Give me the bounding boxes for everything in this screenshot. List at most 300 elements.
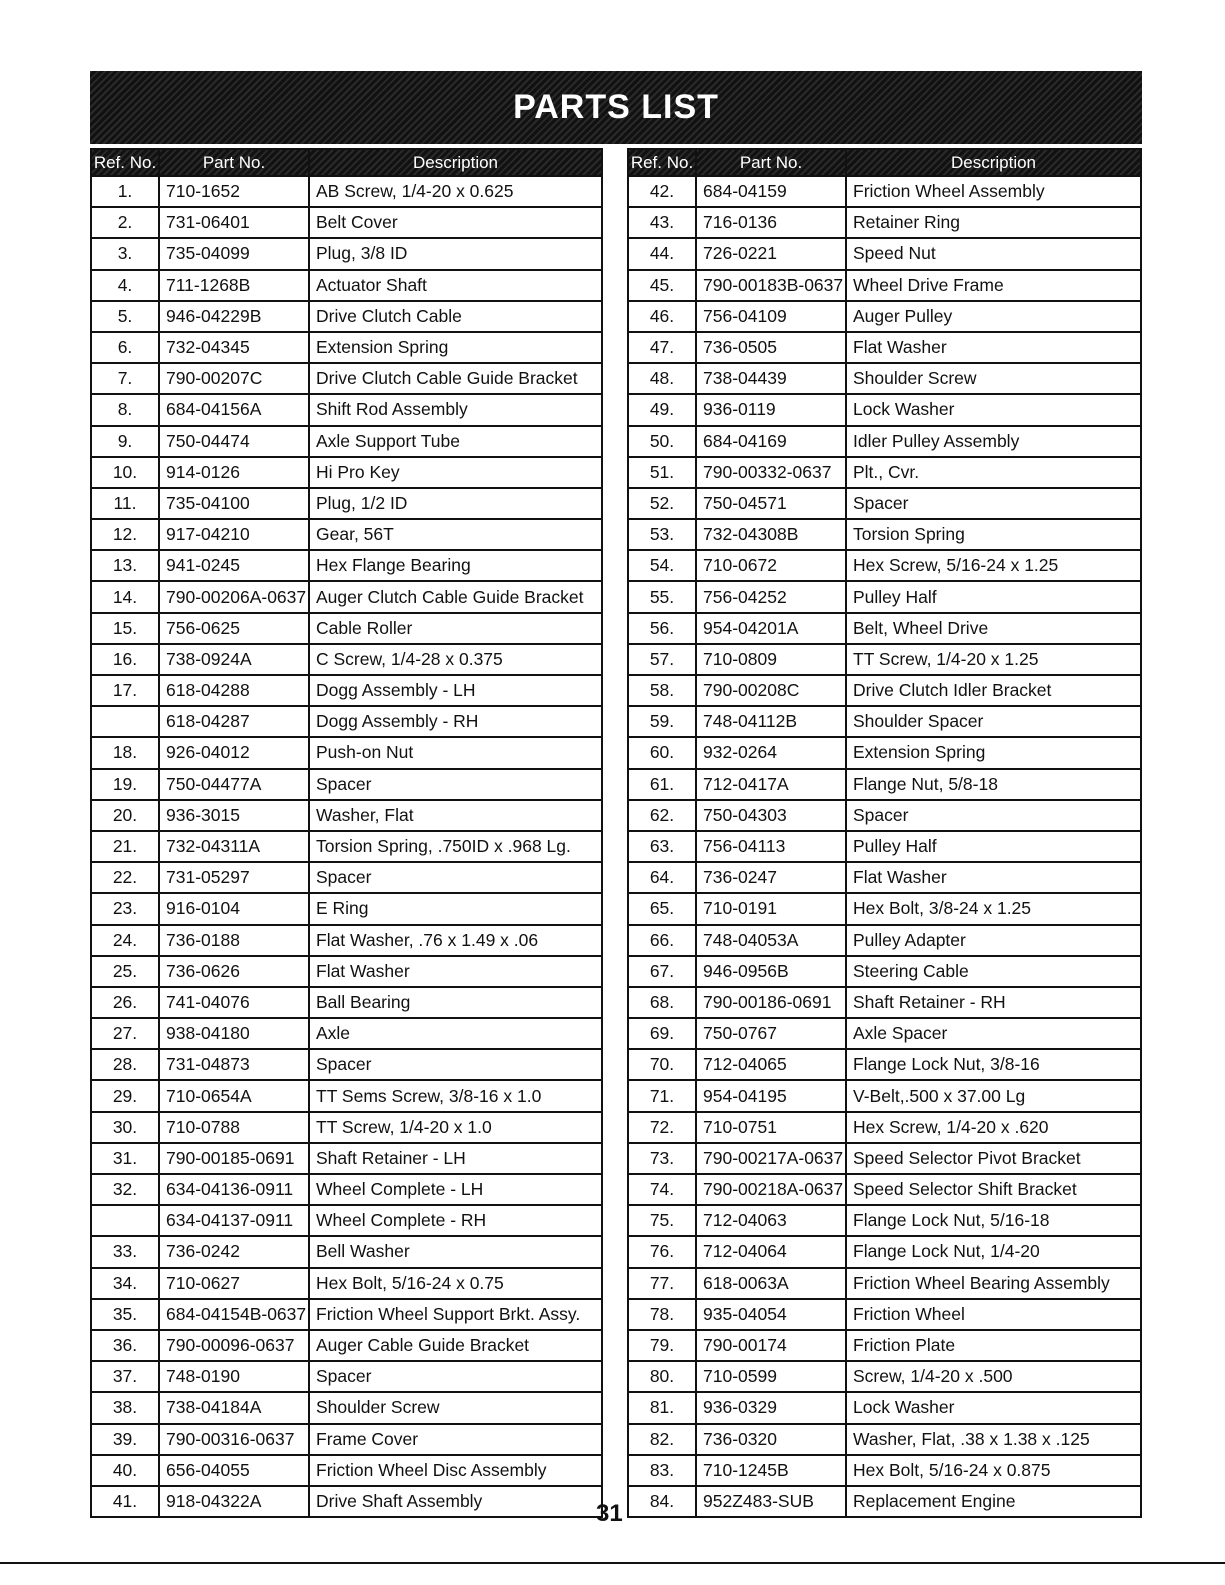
table-row: [91, 394, 602, 425]
table-row: [91, 176, 602, 207]
ref-no-cell: 32.: [91, 1174, 159, 1205]
table-row: [91, 270, 602, 301]
ref-no-cell: 21.: [91, 831, 159, 862]
description-cell: Plug, 1/2 ID: [309, 488, 602, 519]
ref-no-cell: 3.: [91, 238, 159, 269]
ref-no-cell: 39.: [91, 1424, 159, 1455]
description-cell: Friction Wheel Assembly: [846, 176, 1141, 207]
table-row: [628, 987, 1141, 1018]
part-no-cell: 738-04184A: [159, 1392, 309, 1423]
table-row: [91, 862, 602, 893]
ref-no-cell: 41.: [91, 1486, 159, 1517]
table-row: [628, 238, 1141, 269]
description-cell: Speed Selector Shift Bracket: [846, 1174, 1141, 1205]
ref-no-cell: 14.: [91, 581, 159, 612]
ref-no-cell: 30.: [91, 1112, 159, 1143]
ref-no-cell: 78.: [628, 1299, 696, 1330]
ref-no-cell: 31.: [91, 1143, 159, 1174]
ref-no-cell: 53.: [628, 519, 696, 550]
ref-no-cell: 17.: [91, 675, 159, 706]
description-cell: Steering Cable: [846, 956, 1141, 987]
header-part-no: Part No.: [696, 149, 846, 176]
ref-no-cell: 1.: [91, 176, 159, 207]
table-row: [628, 519, 1141, 550]
part-no-cell: 748-04053A: [696, 925, 846, 956]
ref-no-cell: 82.: [628, 1424, 696, 1455]
ref-no-cell: 23.: [91, 893, 159, 924]
ref-no-cell: 81.: [628, 1392, 696, 1423]
description-cell: Auger Clutch Cable Guide Bracket: [309, 581, 602, 612]
part-no-cell: 756-0625: [159, 613, 309, 644]
description-cell: V-Belt,.500 x 37.00 Lg: [846, 1080, 1141, 1111]
ref-no-cell: 37.: [91, 1361, 159, 1392]
header-part-no: Part No.: [159, 149, 309, 176]
table-row: [91, 1361, 602, 1392]
description-cell: Drive Clutch Cable Guide Bracket: [309, 363, 602, 394]
ref-no-cell: 54.: [628, 550, 696, 581]
page-number: 31: [596, 1500, 623, 1527]
table-row: [628, 1049, 1141, 1080]
description-cell: Lock Washer: [846, 394, 1141, 425]
table-row: [628, 1205, 1141, 1236]
ref-no-cell: 28.: [91, 1049, 159, 1080]
table-row: [628, 332, 1141, 363]
part-no-cell: 732-04311A: [159, 831, 309, 862]
description-cell: Replacement Engine: [846, 1486, 1141, 1517]
table-row: [628, 270, 1141, 301]
part-no-cell: 712-04065: [696, 1049, 846, 1080]
table-row: [91, 1080, 602, 1111]
part-no-cell: 926-04012: [159, 737, 309, 768]
table-row: [628, 1455, 1141, 1486]
table-row: [91, 1455, 602, 1486]
ref-no-cell: 18.: [91, 737, 159, 768]
table-row: [91, 1299, 602, 1330]
ref-no-cell: 71.: [628, 1080, 696, 1111]
table-row: [628, 800, 1141, 831]
ref-no-cell: 75.: [628, 1205, 696, 1236]
ref-no-cell: 11.: [91, 488, 159, 519]
parts-table-right: [627, 148, 1142, 1518]
description-cell: Actuator Shaft: [309, 270, 602, 301]
part-no-cell: 932-0264: [696, 737, 846, 768]
part-no-cell: 732-04345: [159, 332, 309, 363]
ref-no-cell: 61.: [628, 769, 696, 800]
table-row: [628, 207, 1141, 238]
table-row: [91, 987, 602, 1018]
part-no-cell: 790-00185-0691: [159, 1143, 309, 1174]
table-row: [91, 737, 602, 768]
header-ref-no: Ref. No.: [91, 149, 159, 176]
part-no-cell: 710-0191: [696, 893, 846, 924]
table-row: [628, 644, 1141, 675]
description-cell: AB Screw, 1/4-20 x 0.625: [309, 176, 602, 207]
table-row: [628, 1361, 1141, 1392]
description-cell: Plug, 3/8 ID: [309, 238, 602, 269]
table-row: [91, 363, 602, 394]
ref-no-cell: 79.: [628, 1330, 696, 1361]
description-cell: Drive Shaft Assembly: [309, 1486, 602, 1517]
ref-no-cell: 84.: [628, 1486, 696, 1517]
part-no-cell: 711-1268B: [159, 270, 309, 301]
ref-no-cell: 44.: [628, 238, 696, 269]
ref-no-cell: 65.: [628, 893, 696, 924]
description-cell: Axle Spacer: [846, 1018, 1141, 1049]
description-cell: Spacer: [309, 1049, 602, 1080]
ref-no-cell: 9.: [91, 426, 159, 457]
part-no-cell: 954-04201A: [696, 613, 846, 644]
table-row: [91, 207, 602, 238]
header-description: Description: [846, 149, 1141, 176]
table-row: [628, 1112, 1141, 1143]
ref-no-cell: 40.: [91, 1455, 159, 1486]
table-row: [628, 1018, 1141, 1049]
description-cell: Spacer: [309, 1361, 602, 1392]
description-cell: Flange Lock Nut, 1/4-20: [846, 1236, 1141, 1267]
part-no-cell: 634-04137-0911: [159, 1205, 309, 1236]
part-no-cell: 736-0247: [696, 862, 846, 893]
ref-no-cell: 70.: [628, 1049, 696, 1080]
part-no-cell: 732-04308B: [696, 519, 846, 550]
ref-no-cell: 19.: [91, 769, 159, 800]
description-cell: Wheel Complete - RH: [309, 1205, 602, 1236]
part-no-cell: 710-0627: [159, 1268, 309, 1299]
part-no-cell: 790-00208C: [696, 675, 846, 706]
description-cell: Shoulder Screw: [846, 363, 1141, 394]
part-no-cell: 735-04099: [159, 238, 309, 269]
table-row: [628, 956, 1141, 987]
ref-no-cell: 76.: [628, 1236, 696, 1267]
part-no-cell: 938-04180: [159, 1018, 309, 1049]
part-no-cell: 936-3015: [159, 800, 309, 831]
part-no-cell: 710-0788: [159, 1112, 309, 1143]
table-row: [628, 925, 1141, 956]
description-cell: Belt Cover: [309, 207, 602, 238]
part-no-cell: 750-04303: [696, 800, 846, 831]
description-cell: Retainer Ring: [846, 207, 1141, 238]
table-row: [91, 925, 602, 956]
part-no-cell: 756-04109: [696, 301, 846, 332]
parts-table: [90, 148, 603, 1518]
description-cell: Spacer: [846, 800, 1141, 831]
table-row: [91, 488, 602, 519]
header-ref-no: Ref. No.: [628, 149, 696, 176]
part-no-cell: 935-04054: [696, 1299, 846, 1330]
table-row: [91, 1236, 602, 1267]
table-row: [91, 1143, 602, 1174]
description-cell: Flat Washer: [846, 332, 1141, 363]
description-cell: Hi Pro Key: [309, 457, 602, 488]
description-cell: Dogg Assembly - LH: [309, 675, 602, 706]
ref-no-cell: 12.: [91, 519, 159, 550]
ref-no-cell: 46.: [628, 301, 696, 332]
description-cell: Auger Cable Guide Bracket: [309, 1330, 602, 1361]
table-row: [628, 363, 1141, 394]
ref-no-cell: 26.: [91, 987, 159, 1018]
part-no-cell: 750-0767: [696, 1018, 846, 1049]
description-cell: Flat Washer, .76 x 1.49 x .06: [309, 925, 602, 956]
part-no-cell: 710-0654A: [159, 1080, 309, 1111]
ref-no-cell: 72.: [628, 1112, 696, 1143]
description-cell: Shaft Retainer - LH: [309, 1143, 602, 1174]
part-no-cell: 790-00207C: [159, 363, 309, 394]
description-cell: Hex Screw, 1/4-20 x .620: [846, 1112, 1141, 1143]
part-no-cell: 954-04195: [696, 1080, 846, 1111]
description-cell: Speed Nut: [846, 238, 1141, 269]
description-cell: Shaft Retainer - RH: [846, 987, 1141, 1018]
description-cell: Flange Nut, 5/8-18: [846, 769, 1141, 800]
description-cell: Shoulder Screw: [309, 1392, 602, 1423]
table-row: [628, 581, 1141, 612]
header-description: Description: [309, 149, 602, 176]
parts-table-left: [90, 148, 603, 1518]
ref-no-cell: 22.: [91, 862, 159, 893]
ref-no-cell: 4.: [91, 270, 159, 301]
description-cell: Bell Washer: [309, 1236, 602, 1267]
ref-no-cell: 60.: [628, 737, 696, 768]
ref-no-cell: 50.: [628, 426, 696, 457]
ref-no-cell: 10.: [91, 457, 159, 488]
description-cell: TT Screw, 1/4-20 x 1.25: [846, 644, 1141, 675]
ref-no-cell: 63.: [628, 831, 696, 862]
part-no-cell: 936-0329: [696, 1392, 846, 1423]
description-cell: Auger Pulley: [846, 301, 1141, 332]
table-row: [91, 831, 602, 862]
ref-no-cell: 68.: [628, 987, 696, 1018]
part-no-cell: 790-00183B-0637: [696, 270, 846, 301]
table-row: [91, 1424, 602, 1455]
description-cell: Friction Wheel Disc Assembly: [309, 1455, 602, 1486]
table-row: [91, 644, 602, 675]
part-no-cell: 726-0221: [696, 238, 846, 269]
part-no-cell: 736-0242: [159, 1236, 309, 1267]
ref-no-cell: 47.: [628, 332, 696, 363]
part-no-cell: 790-00316-0637: [159, 1424, 309, 1455]
description-cell: Extension Spring: [846, 737, 1141, 768]
part-no-cell: 736-0320: [696, 1424, 846, 1455]
table-row: [628, 1299, 1141, 1330]
ref-no-cell: 36.: [91, 1330, 159, 1361]
part-no-cell: 634-04136-0911: [159, 1174, 309, 1205]
part-no-cell: 790-00218A-0637: [696, 1174, 846, 1205]
description-cell: Axle: [309, 1018, 602, 1049]
description-cell: C Screw, 1/4-28 x 0.375: [309, 644, 602, 675]
table-row: [628, 831, 1141, 862]
table-row: [91, 238, 602, 269]
ref-no-cell: 25.: [91, 956, 159, 987]
description-cell: Shift Rod Assembly: [309, 394, 602, 425]
table-row: [91, 769, 602, 800]
description-cell: Flange Lock Nut, 3/8-16: [846, 1049, 1141, 1080]
ref-no-cell: 33.: [91, 1236, 159, 1267]
description-cell: Friction Plate: [846, 1330, 1141, 1361]
table-row: [628, 1330, 1141, 1361]
description-cell: Screw, 1/4-20 x .500: [846, 1361, 1141, 1392]
ref-no-cell: 52.: [628, 488, 696, 519]
table-row: [628, 1143, 1141, 1174]
ref-no-cell: 64.: [628, 862, 696, 893]
part-no-cell: 750-04477A: [159, 769, 309, 800]
ref-no-cell: 58.: [628, 675, 696, 706]
ref-no-cell: 74.: [628, 1174, 696, 1205]
description-cell: Flat Washer: [846, 862, 1141, 893]
table-row: [91, 1205, 602, 1236]
part-no-cell: 750-04571: [696, 488, 846, 519]
ref-no-cell: 24.: [91, 925, 159, 956]
part-no-cell: 684-04159: [696, 176, 846, 207]
description-cell: Push-on Nut: [309, 737, 602, 768]
part-no-cell: 684-04156A: [159, 394, 309, 425]
table-row: [91, 1392, 602, 1423]
table-row: [91, 457, 602, 488]
description-cell: Wheel Complete - LH: [309, 1174, 602, 1205]
description-cell: Plt., Cvr.: [846, 457, 1141, 488]
part-no-cell: 946-04229B: [159, 301, 309, 332]
description-cell: Washer, Flat, .38 x 1.38 x .125: [846, 1424, 1141, 1455]
description-cell: Spacer: [846, 488, 1141, 519]
ref-no-cell: 62.: [628, 800, 696, 831]
part-no-cell: 684-04169: [696, 426, 846, 457]
part-no-cell: 790-00217A-0637: [696, 1143, 846, 1174]
part-no-cell: 748-04112B: [696, 706, 846, 737]
description-cell: TT Screw, 1/4-20 x 1.0: [309, 1112, 602, 1143]
part-no-cell: 712-04064: [696, 1236, 846, 1267]
ref-no-cell: 59.: [628, 706, 696, 737]
table-row: [628, 1424, 1141, 1455]
table-row: [628, 1080, 1141, 1111]
table-row: [91, 613, 602, 644]
table-row: [628, 1236, 1141, 1267]
table-row: [91, 1112, 602, 1143]
ref-no-cell: 27.: [91, 1018, 159, 1049]
part-no-cell: 790-00332-0637: [696, 457, 846, 488]
description-cell: Axle Support Tube: [309, 426, 602, 457]
ref-no-cell: 49.: [628, 394, 696, 425]
part-no-cell: 750-04474: [159, 426, 309, 457]
part-no-cell: 710-0809: [696, 644, 846, 675]
description-cell: Flat Washer: [309, 956, 602, 987]
description-cell: Flange Lock Nut, 5/16-18: [846, 1205, 1141, 1236]
table-row: [628, 176, 1141, 207]
ref-no-cell: 16.: [91, 644, 159, 675]
description-cell: Friction Wheel Bearing Assembly: [846, 1268, 1141, 1299]
table-row: [91, 1174, 602, 1205]
table-row: [91, 519, 602, 550]
description-cell: Hex Screw, 5/16-24 x 1.25: [846, 550, 1141, 581]
table-row: [628, 675, 1141, 706]
description-cell: Torsion Spring, .750ID x .968 Lg.: [309, 831, 602, 862]
table-row: [628, 426, 1141, 457]
description-cell: Hex Flange Bearing: [309, 550, 602, 581]
table-row: [91, 301, 602, 332]
description-cell: Spacer: [309, 769, 602, 800]
ref-no-cell: 56.: [628, 613, 696, 644]
part-no-cell: 712-04063: [696, 1205, 846, 1236]
part-no-cell: 916-0104: [159, 893, 309, 924]
ref-no-cell: 29.: [91, 1080, 159, 1111]
table-row: [91, 675, 602, 706]
page-title: PARTS LIST: [513, 88, 719, 126]
ref-no-cell: 67.: [628, 956, 696, 987]
table-row: [628, 550, 1141, 581]
table-row: [628, 613, 1141, 644]
part-no-cell: 941-0245: [159, 550, 309, 581]
ref-no-cell: [91, 1205, 159, 1236]
description-cell: Pulley Half: [846, 581, 1141, 612]
ref-no-cell: 13.: [91, 550, 159, 581]
part-no-cell: 684-04154B-0637: [159, 1299, 309, 1330]
ref-no-cell: 2.: [91, 207, 159, 238]
footer-divider: [0, 1562, 1225, 1564]
description-cell: Extension Spring: [309, 332, 602, 363]
ref-no-cell: 43.: [628, 207, 696, 238]
table-row: [91, 550, 602, 581]
table-row: [91, 581, 602, 612]
table-row: [628, 394, 1141, 425]
table-row: [91, 1330, 602, 1361]
part-no-cell: 735-04100: [159, 488, 309, 519]
ref-no-cell: 38.: [91, 1392, 159, 1423]
description-cell: E Ring: [309, 893, 602, 924]
table-row: [91, 1049, 602, 1080]
table-row: [628, 1174, 1141, 1205]
ref-no-cell: 15.: [91, 613, 159, 644]
table-row: [91, 1486, 602, 1517]
ref-no-cell: 66.: [628, 925, 696, 956]
part-no-cell: 618-0063A: [696, 1268, 846, 1299]
part-no-cell: 710-1652: [159, 176, 309, 207]
description-cell: Friction Wheel: [846, 1299, 1141, 1330]
table-row: [91, 706, 602, 737]
description-cell: Torsion Spring: [846, 519, 1141, 550]
part-no-cell: 710-0672: [696, 550, 846, 581]
table-row: [628, 1268, 1141, 1299]
part-no-cell: 790-00096-0637: [159, 1330, 309, 1361]
description-cell: Washer, Flat: [309, 800, 602, 831]
ref-no-cell: 20.: [91, 800, 159, 831]
description-cell: Speed Selector Pivot Bracket: [846, 1143, 1141, 1174]
table-row: [91, 800, 602, 831]
table-row: [91, 332, 602, 363]
ref-no-cell: 51.: [628, 457, 696, 488]
ref-no-cell: 34.: [91, 1268, 159, 1299]
part-no-cell: 712-0417A: [696, 769, 846, 800]
part-no-cell: 914-0126: [159, 457, 309, 488]
table-row: [628, 488, 1141, 519]
part-no-cell: 748-0190: [159, 1361, 309, 1392]
description-cell: Frame Cover: [309, 1424, 602, 1455]
ref-no-cell: 5.: [91, 301, 159, 332]
part-no-cell: 618-04288: [159, 675, 309, 706]
table-row: [628, 737, 1141, 768]
part-no-cell: 936-0119: [696, 394, 846, 425]
ref-no-cell: 83.: [628, 1455, 696, 1486]
description-cell: Lock Washer: [846, 1392, 1141, 1423]
ref-no-cell: 77.: [628, 1268, 696, 1299]
table-row: [628, 706, 1141, 737]
part-no-cell: 741-04076: [159, 987, 309, 1018]
description-cell: Pulley Half: [846, 831, 1141, 862]
table-row: [628, 1486, 1141, 1517]
part-no-cell: 790-00186-0691: [696, 987, 846, 1018]
description-cell: Cable Roller: [309, 613, 602, 644]
description-cell: Belt, Wheel Drive: [846, 613, 1141, 644]
table-row: [628, 301, 1141, 332]
description-cell: Hex Bolt, 5/16-24 x 0.75: [309, 1268, 602, 1299]
part-no-cell: 656-04055: [159, 1455, 309, 1486]
table-row: [628, 893, 1141, 924]
part-no-cell: 731-06401: [159, 207, 309, 238]
